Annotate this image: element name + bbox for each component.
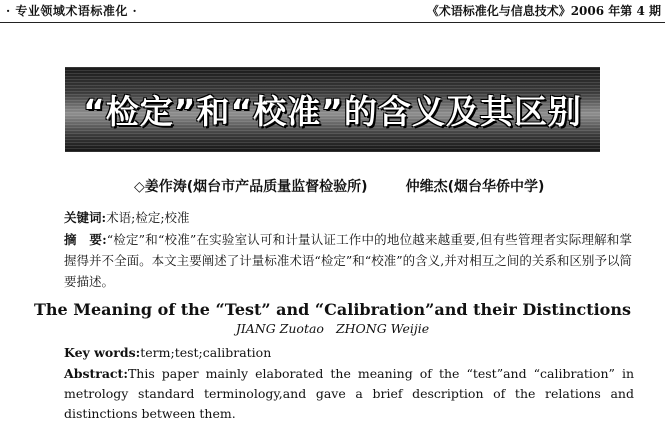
authors-en [0,321,665,336]
title-banner [65,67,600,152]
abstract-cn [64,229,632,292]
authors-cn [134,176,544,196]
author-1-cn: ◇姜作涛(烟台市产品质量监督检验所) [134,179,368,195]
journal-issue-header: 《术语标准化与信息技术》2006 年第 4 期 [426,4,661,18]
abstract-en-text: This paper mainly elaborated the meaning of the “test”and “calibration” in metrology standard terminology,and gave a brief description of the relations and distinctions between them. [64,366,634,421]
keywords-en-label: Key words: [64,345,141,360]
journal-section-header: · 专业领域术语标准化 · [6,4,138,18]
author-1-en: JIANG Zuotao [235,321,324,336]
abstract-cn-label: 摘 要: [64,232,107,247]
abstract-en [64,364,634,424]
author-2-cn: 仲维杰(烟台华侨中学) [405,179,545,195]
page-title-cn: “检定”和“校准”的含义及其区别 [83,92,582,131]
author-2-en: ZHONG Weijie [335,321,430,336]
abstract-en-label: Abstract: [64,366,128,381]
header-divider [0,22,665,23]
keywords-cn [64,208,190,226]
page-title-en: The Meaning of the “Test” and “Calibration”and their Distinctions [34,300,631,319]
keywords-en [64,345,271,360]
keywords-cn-text: 术语;检定;校准 [106,210,190,225]
keywords-en-text: term;test;calibration [140,345,272,360]
abstract-cn-text: “检定”和“校准”在实验室认可和计量认证工作中的地位越来越重要,但有些管理者实际理解和掌握得并不全面。本文主要阐述了计量标准术语“检定”和“校准”的含义,并对相互之间的关系和区别予以简要描述。 [64,232,632,289]
keywords-cn-label: 关键词: [64,210,107,225]
